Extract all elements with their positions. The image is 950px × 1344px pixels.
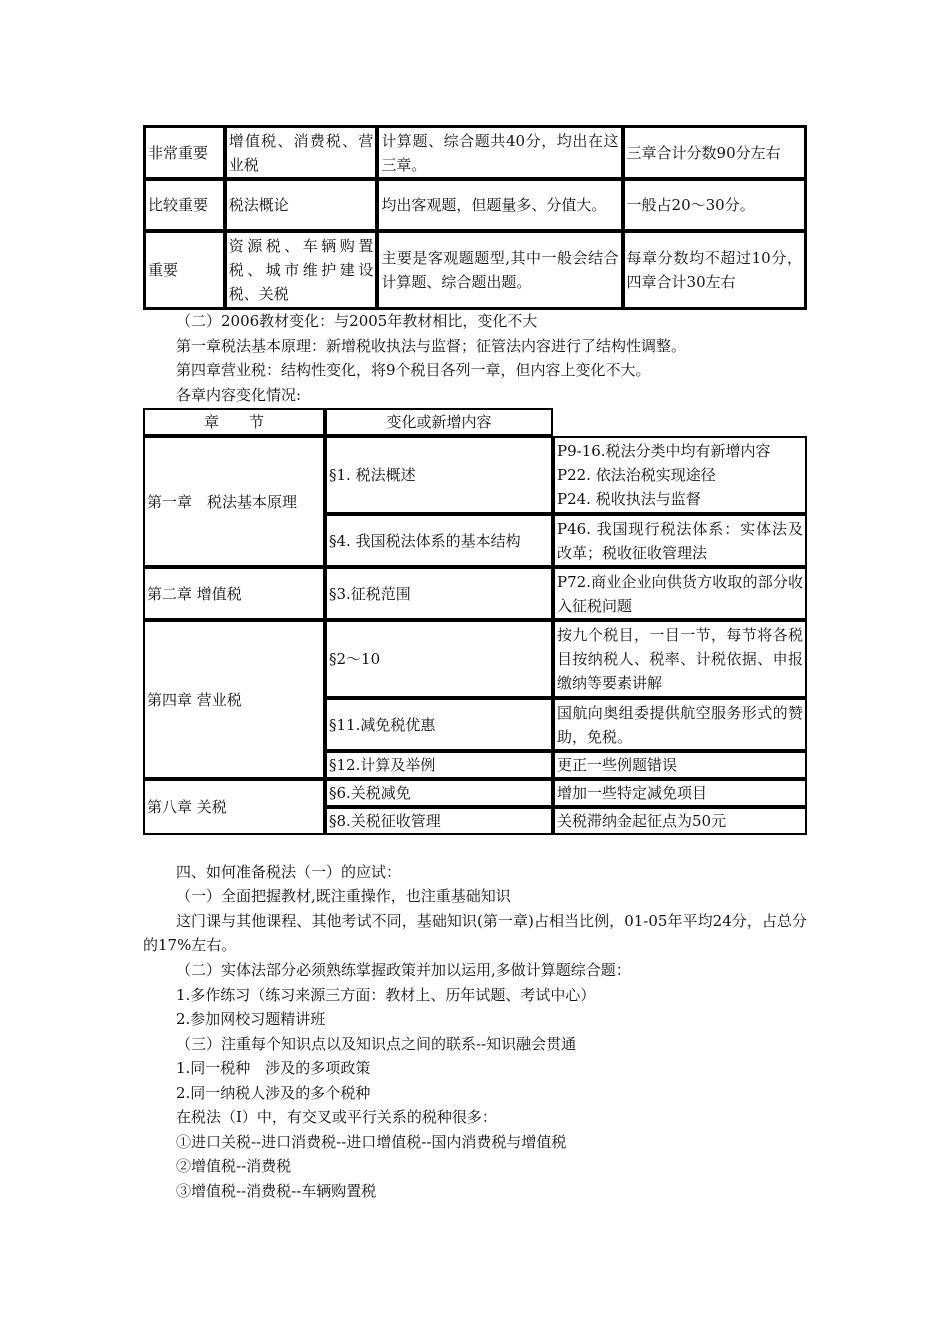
section-cell: §2～10: [325, 620, 553, 698]
section-cell: §12.计算及举例: [325, 751, 553, 779]
chapter-cell: 第八章 关税: [143, 779, 325, 835]
score-info: 三章合计分数90分左右: [623, 126, 806, 179]
change-cell: P72.商业企业向供货方收取的部分收入征税问题: [553, 567, 807, 620]
paragraph: （三）注重每个知识点以及知识点之间的联系--知识融会贯通: [176, 1035, 577, 1053]
change-line: P24. 税收执法与监督: [557, 490, 701, 508]
chapter-changes-table: [143, 408, 807, 835]
paragraph: 第一章税法基本原理：新增税收执法与监督；征管法内容进行了结构性调整。: [176, 337, 687, 355]
chapter-list: 税法概论: [225, 179, 378, 231]
table-row: [144, 179, 806, 231]
change-cell: 按九个税目，一目一节，每节将各税目按纳税人、税率、计税依据、申报缴纳等要素讲解: [553, 620, 807, 698]
score-info: 一般占20～30分。: [623, 179, 806, 231]
change-cell: 增加一些特定减免项目: [553, 779, 807, 807]
change-line: P22. 依法治税实现途径: [557, 466, 716, 484]
paragraph: ①进口关税--进口消费税--进口增值税--国内消费税与增值税: [176, 1133, 567, 1151]
paragraph: （二）实体法部分必须熟练掌握政策并加以运用,多做计算题综合题：: [176, 961, 631, 979]
paragraph: 第四章营业税：结构性变化，将9个税目各列一章，但内容上变化不大。: [176, 361, 651, 379]
paragraph: 1.多作练习（练习来源三方面：教材上、历年试题、考试中心）: [176, 986, 596, 1004]
importance-level: 比较重要: [144, 179, 225, 231]
section-cell: §4. 我国税法体系的基本结构: [325, 514, 553, 567]
chapter-cell: 第二章 增值税: [143, 567, 325, 620]
paragraph: 2.参加网校习题精讲班: [176, 1010, 326, 1028]
paragraph: ②增值税--消费税: [176, 1157, 292, 1175]
change-line: P9-16.税法分类中均有新增内容: [557, 442, 771, 460]
table-row: [143, 567, 807, 620]
section-cell: §11.减免税优惠: [325, 698, 553, 751]
paragraph: 2.同一纳税人涉及的多个税种: [176, 1084, 371, 1102]
exam-description: 主要是客观题题型,其中一般会结合计算题、综合题出题。: [377, 231, 622, 309]
table-row: [144, 126, 806, 179]
chapter-list: 资源税、车辆购置税、城市维护建设税、关税: [225, 231, 378, 309]
exam-description: 均出客观题，但题量多、分值大。: [377, 179, 622, 231]
score-info: 每章分数均不超过10分，四章合计30左右: [623, 231, 806, 309]
section-cell: §1. 税法概述: [325, 436, 553, 514]
table-row: [143, 436, 807, 514]
header-empty: [553, 408, 807, 436]
table-row: [143, 779, 807, 807]
table-header-row: [143, 408, 807, 436]
exam-description: 计算题、综合题共40分，均出在这三章。: [377, 126, 622, 179]
table-row: [144, 231, 806, 309]
importance-table: [143, 125, 807, 310]
change-cell: 国航向奥组委提供航空服务形式的赞助，免税。: [553, 698, 807, 751]
header-change: 变化或新增内容: [325, 408, 553, 436]
table-row: [143, 620, 807, 698]
section-heading: 四、如何准备税法（一）的应试：: [176, 863, 402, 881]
importance-level: 重要: [144, 231, 225, 309]
importance-level: 非常重要: [144, 126, 225, 179]
change-cell: P46. 我国现行税法体系：实体法及改革；税收征收管理法: [553, 514, 807, 567]
section-cell: §8.关税征收管理: [325, 807, 553, 835]
paragraph: 这门课与其他课程、其他考试不同，基础知识(第一章)占相当比例，01-05年平均24分，占总分的17%左右。: [143, 912, 807, 954]
chapter-list: 增值税、消费税、营业税: [225, 126, 378, 179]
chapter-cell: 第一章 税法基本原理: [143, 436, 325, 567]
change-cell: 更正一些例题错误: [553, 751, 807, 779]
paragraph: （二）2006教材变化：与2005年教材相比，变化不大: [176, 312, 538, 330]
change-cell: 关税滞纳金起征点为50元: [553, 807, 807, 835]
header-chapter: 章 节: [143, 408, 325, 436]
change-cell: [553, 436, 807, 514]
chapter-cell: 第四章 营业税: [143, 620, 325, 779]
paragraph: （一）全面把握教材,既注重操作，也注重基础知识: [176, 887, 511, 905]
paragraph: 1.同一税种 涉及的多项政策: [176, 1059, 371, 1077]
section-cell: §3.征税范围: [325, 567, 553, 620]
paragraph: 各章内容变化情况:: [176, 386, 302, 404]
section-cell: §6.关税减免: [325, 779, 553, 807]
paragraph: 在税法（Ⅰ）中，有交叉或平行关系的税种很多：: [176, 1108, 497, 1126]
paragraph: ③增值税--消费税--车辆购置税: [176, 1182, 377, 1200]
